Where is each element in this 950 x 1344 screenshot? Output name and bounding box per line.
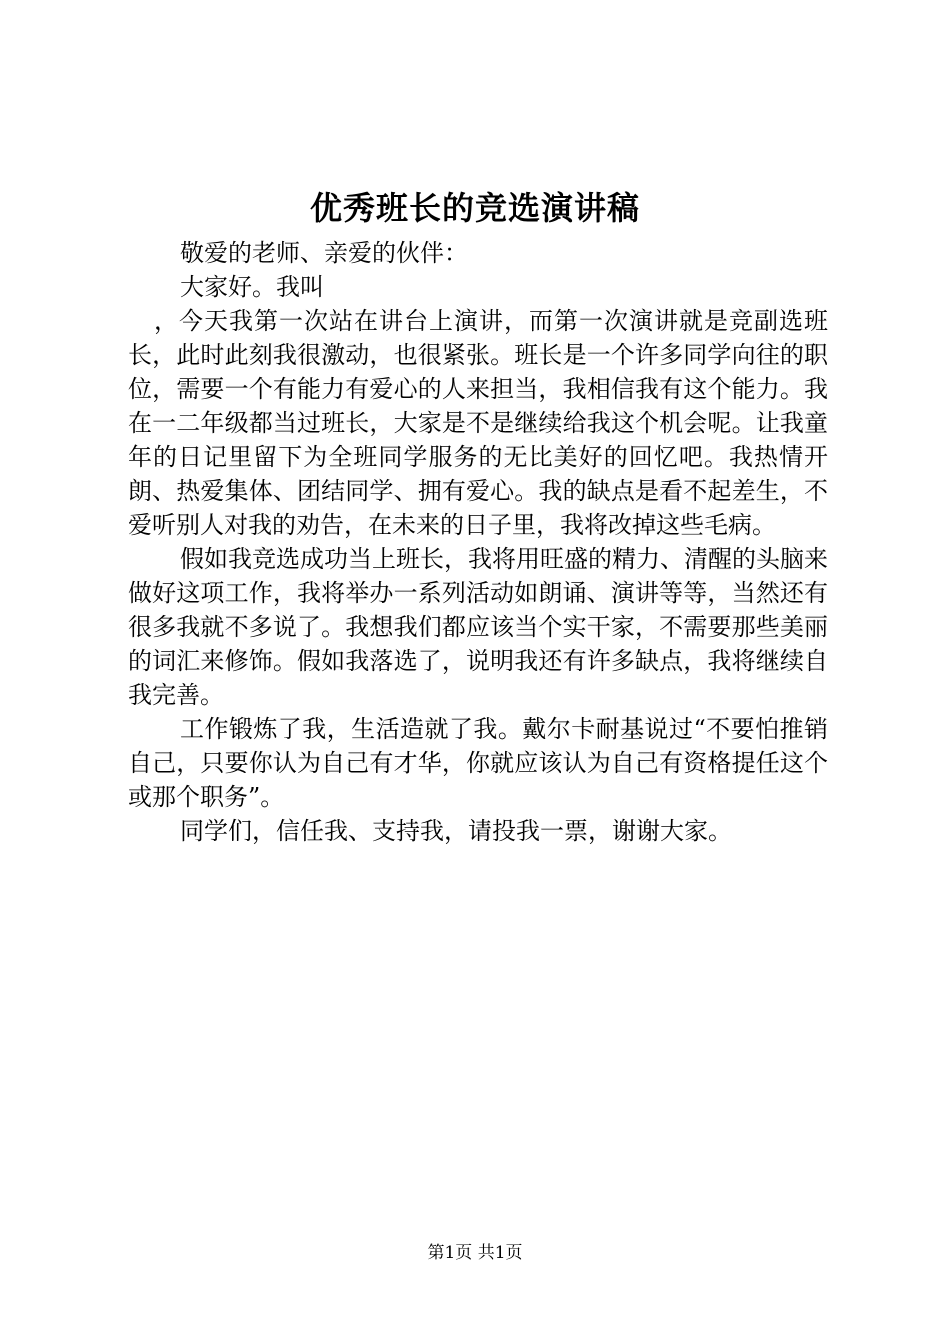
greeting-paragraph: 大家好。我叫 [180,273,324,301]
introduction-paragraph: ，今天我第一次站在讲台上演讲，而第一次演讲就是竞副选班长，此时此刻我很激动，也很紧张。班长是一个许多同学向往的职位，需要一个有能力有爱心的人来担当，我相信我有这个能力。我在一二年级都当过班长，大家是不是继续给我这个机会呢。让我童年的日记里留下为全班同学服务的无比美好的回忆吧。我热情开朗、热爱集体、团结同学、拥有爱心。我的缺点是看不起差生，不爱听别人对我的劝告，在未来的日子里，我将改掉这些毛病。 [128,307,828,539]
salutation-paragraph: 敬爱的老师、亲爱的伙伴： [180,239,468,267]
closing-paragraph: 同学们，信任我、支持我，请投我一票，谢谢大家。 [180,817,732,845]
page-footer: 第1页 共1页 [427,1243,523,1263]
quote-paragraph: 工作锻炼了我，生活造就了我。戴尔卡耐基说过“不要怕推销自己，只要你认为自己有才华，你就应该认为自己有资格提任这个或那个职务”。 [128,715,828,811]
plan-paragraph: 假如我竞选成功当上班长，我将用旺盛的精力、清醒的头脑来做好这项工作，我将举办一系列活动如朗诵、演讲等等，当然还有很多我就不多说了。我想我们都应该当个实干家，不需要那些美丽的词汇来修饰。假如我落选了，说明我还有许多缺点，我将继续自我完善。 [128,545,828,709]
document-title: 优秀班长的竞选演讲稿 [309,189,640,227]
document-body [128,236,828,848]
